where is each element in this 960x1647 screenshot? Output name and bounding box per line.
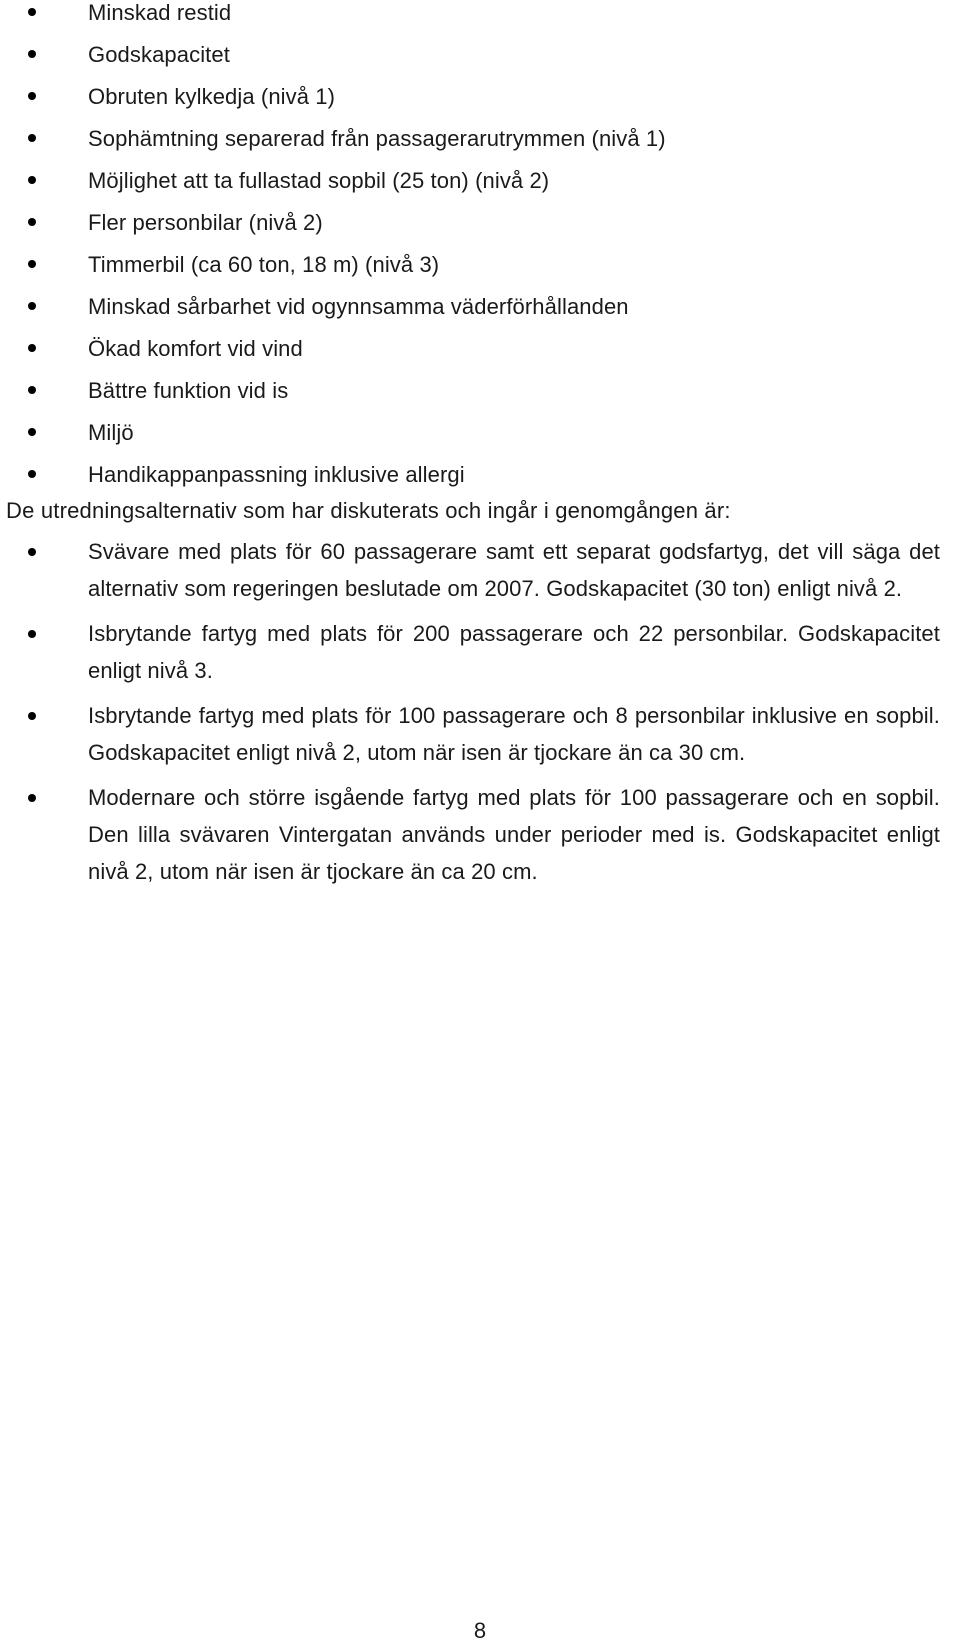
list-item-text: Miljö bbox=[88, 420, 134, 445]
list-item-text: Fler personbilar (nivå 2) bbox=[88, 210, 323, 235]
bullet-icon bbox=[28, 712, 36, 720]
bullet-icon bbox=[28, 176, 36, 184]
bullet-icon bbox=[28, 50, 36, 58]
list-item bbox=[0, 372, 960, 414]
list-item-text: Godskapacitet bbox=[88, 42, 230, 67]
bullet-icon bbox=[28, 302, 36, 310]
list-item bbox=[0, 533, 960, 607]
bullet-icon bbox=[28, 548, 36, 556]
intro-paragraph: De utredningsalternativ som har diskuterats och ingår i genomgången är: bbox=[6, 498, 731, 523]
list-item-text: Obruten kylkedja (nivå 1) bbox=[88, 84, 336, 109]
list-item-text: Isbrytande fartyg med plats för 100 passagerare och 8 personbilar inklusive en sopbil. Godskapacitet enligt nivå 2, utom när isen är tjockare än ca 30 cm. bbox=[88, 703, 940, 765]
list-item bbox=[0, 162, 960, 204]
alternatives-list bbox=[0, 533, 960, 898]
list-item bbox=[0, 0, 960, 36]
bullet-icon bbox=[28, 92, 36, 100]
list-item-text: Minskad sårbarhet vid ogynnsamma väderförhållanden bbox=[88, 294, 629, 319]
list-item-text: Bättre funktion vid is bbox=[88, 378, 289, 403]
list-item bbox=[0, 120, 960, 162]
list-item-text: Isbrytande fartyg med plats för 200 passagerare och 22 personbilar. Godskapacitet enligt nivå 3. bbox=[88, 621, 940, 683]
bullet-icon bbox=[28, 428, 36, 436]
list-item bbox=[0, 456, 960, 498]
bullet-icon bbox=[28, 470, 36, 478]
list-item bbox=[0, 697, 960, 771]
list-item bbox=[0, 288, 960, 330]
bullet-icon bbox=[28, 386, 36, 394]
list-item-text: Timmerbil (ca 60 ton, 18 m) (nivå 3) bbox=[88, 252, 440, 277]
list-item bbox=[0, 414, 960, 456]
bullet-icon bbox=[28, 260, 36, 268]
list-item bbox=[0, 204, 960, 246]
list-item bbox=[0, 615, 960, 689]
bullet-icon bbox=[28, 794, 36, 802]
list-item-text: Svävare med plats för 60 passagerare samt ett separat godsfartyg, det vill säga det alternativ som regeringen beslutade om 2007. Godskapacitet (30 ton) enligt nivå 2. bbox=[88, 539, 940, 601]
list-item bbox=[0, 36, 960, 78]
list-item bbox=[0, 78, 960, 120]
criteria-list bbox=[0, 0, 960, 498]
page-number: 8 bbox=[473, 1618, 487, 1643]
bullet-icon bbox=[28, 8, 36, 16]
list-item bbox=[0, 246, 960, 288]
bullet-icon bbox=[28, 630, 36, 638]
list-item bbox=[0, 330, 960, 372]
list-item-text: Sophämtning separerad från passagerarutrymmen (nivå 1) bbox=[88, 126, 666, 151]
bullet-icon bbox=[28, 344, 36, 352]
list-item bbox=[0, 779, 960, 890]
list-item-text: Möjlighet att ta fullastad sopbil (25 ton) (nivå 2) bbox=[88, 168, 550, 193]
bullet-icon bbox=[28, 218, 36, 226]
list-item-text: Minskad restid bbox=[88, 0, 232, 25]
list-item-text: Modernare och större isgående fartyg med plats för 100 passagerare och en sopbil. Den lilla svävaren Vintergatan används under perioder med is. Godskapacitet enligt nivå 2, utom när isen är tjockare än ca 20 cm. bbox=[88, 785, 940, 884]
bullet-icon bbox=[28, 134, 36, 142]
list-item-text: Handikappanpassning inklusive allergi bbox=[88, 462, 465, 487]
list-item-text: Ökad komfort vid vind bbox=[88, 336, 303, 361]
